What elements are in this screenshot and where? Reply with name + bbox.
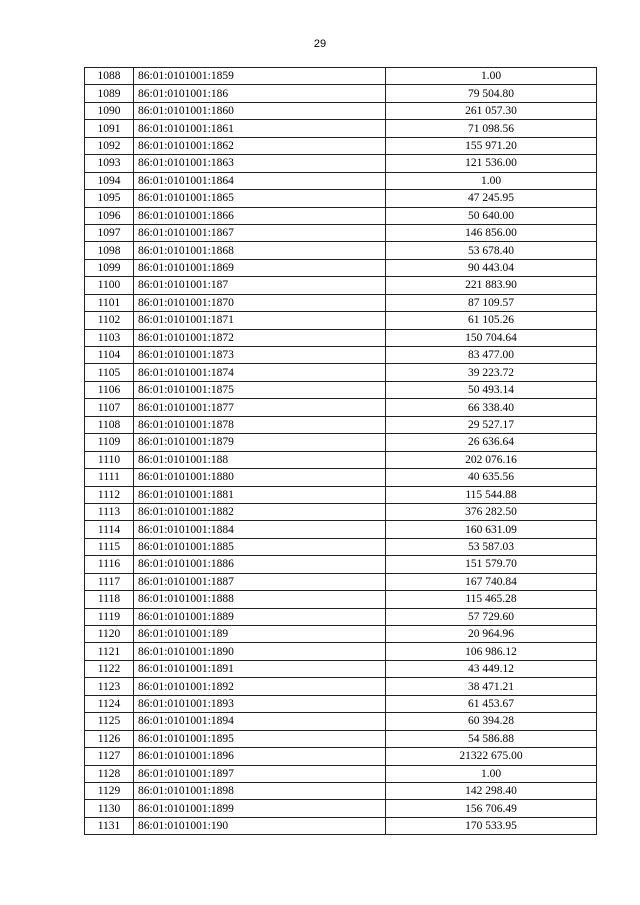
row-number-cell: 1105 bbox=[85, 364, 134, 381]
table-row bbox=[85, 800, 597, 817]
table-row bbox=[85, 713, 597, 730]
value-cell: 61 105.26 bbox=[386, 312, 597, 329]
row-number-cell: 1097 bbox=[85, 224, 134, 241]
cadastral-number-cell: 86:01:0101001:1865 bbox=[134, 190, 386, 207]
cadastral-number-cell: 86:01:0101001:1871 bbox=[134, 312, 386, 329]
value-cell: 66 338.40 bbox=[386, 399, 597, 416]
value-cell: 54 586.88 bbox=[386, 730, 597, 747]
row-number-cell: 1109 bbox=[85, 434, 134, 451]
row-number-cell: 1090 bbox=[85, 102, 134, 119]
row-number-cell: 1131 bbox=[85, 817, 134, 834]
row-number-cell: 1119 bbox=[85, 608, 134, 625]
table-row bbox=[85, 730, 597, 747]
cadastral-number-cell: 86:01:0101001:1882 bbox=[134, 503, 386, 520]
row-number-cell: 1124 bbox=[85, 695, 134, 712]
cadastral-number-cell: 86:01:0101001:1894 bbox=[134, 713, 386, 730]
table-row bbox=[85, 556, 597, 573]
row-number-cell: 1129 bbox=[85, 782, 134, 799]
table-row bbox=[85, 573, 597, 590]
value-cell: 142 298.40 bbox=[386, 782, 597, 799]
cadastral-number-cell: 86:01:0101001:1899 bbox=[134, 800, 386, 817]
cadastral-number-cell: 86:01:0101001:188 bbox=[134, 451, 386, 468]
row-number-cell: 1122 bbox=[85, 660, 134, 677]
row-number-cell: 1130 bbox=[85, 800, 134, 817]
cadastral-number-cell: 86:01:0101001:1895 bbox=[134, 730, 386, 747]
row-number-cell: 1127 bbox=[85, 748, 134, 765]
table-row bbox=[85, 608, 597, 625]
row-number-cell: 1089 bbox=[85, 85, 134, 102]
cadastral-number-cell: 86:01:0101001:1866 bbox=[134, 207, 386, 224]
table-row bbox=[85, 817, 597, 834]
table-row bbox=[85, 626, 597, 643]
cadastral-table bbox=[84, 67, 597, 835]
row-number-cell: 1121 bbox=[85, 643, 134, 660]
value-cell: 50 493.14 bbox=[386, 381, 597, 398]
cadastral-number-cell: 86:01:0101001:187 bbox=[134, 277, 386, 294]
table-row bbox=[85, 416, 597, 433]
row-number-cell: 1099 bbox=[85, 259, 134, 276]
value-cell: 261 057.30 bbox=[386, 102, 597, 119]
row-number-cell: 1125 bbox=[85, 713, 134, 730]
cadastral-number-cell: 86:01:0101001:190 bbox=[134, 817, 386, 834]
table-row bbox=[85, 207, 597, 224]
value-cell: 160 631.09 bbox=[386, 521, 597, 538]
value-cell: 115 544.88 bbox=[386, 486, 597, 503]
table-row bbox=[85, 486, 597, 503]
table-row bbox=[85, 521, 597, 538]
value-cell: 60 394.28 bbox=[386, 713, 597, 730]
row-number-cell: 1103 bbox=[85, 329, 134, 346]
table-row bbox=[85, 678, 597, 695]
table-row bbox=[85, 347, 597, 364]
cadastral-number-cell: 86:01:0101001:1864 bbox=[134, 172, 386, 189]
value-cell: 90 443.04 bbox=[386, 259, 597, 276]
table-row bbox=[85, 748, 597, 765]
table-row bbox=[85, 643, 597, 660]
value-cell: 26 636.64 bbox=[386, 434, 597, 451]
cadastral-number-cell: 86:01:0101001:1880 bbox=[134, 469, 386, 486]
value-cell: 1.00 bbox=[386, 172, 597, 189]
cadastral-number-cell: 86:01:0101001:186 bbox=[134, 85, 386, 102]
value-cell: 155 971.20 bbox=[386, 137, 597, 154]
table-row bbox=[85, 224, 597, 241]
value-cell: 83 477.00 bbox=[386, 347, 597, 364]
value-cell: 50 640.00 bbox=[386, 207, 597, 224]
value-cell: 202 076.16 bbox=[386, 451, 597, 468]
cadastral-number-cell: 86:01:0101001:1863 bbox=[134, 155, 386, 172]
value-cell: 57 729.60 bbox=[386, 608, 597, 625]
table-row bbox=[85, 503, 597, 520]
value-cell: 106 986.12 bbox=[386, 643, 597, 660]
table-row bbox=[85, 120, 597, 137]
table-row bbox=[85, 259, 597, 276]
cadastral-number-cell: 86:01:0101001:1872 bbox=[134, 329, 386, 346]
cadastral-number-cell: 86:01:0101001:1879 bbox=[134, 434, 386, 451]
row-number-cell: 1113 bbox=[85, 503, 134, 520]
value-cell: 53 678.40 bbox=[386, 242, 597, 259]
table-row bbox=[85, 137, 597, 154]
table-row bbox=[85, 155, 597, 172]
cadastral-number-cell: 86:01:0101001:1897 bbox=[134, 765, 386, 782]
value-cell: 121 536.00 bbox=[386, 155, 597, 172]
row-number-cell: 1107 bbox=[85, 399, 134, 416]
row-number-cell: 1116 bbox=[85, 556, 134, 573]
cadastral-number-cell: 86:01:0101001:1893 bbox=[134, 695, 386, 712]
table-row bbox=[85, 381, 597, 398]
value-cell: 29 527.17 bbox=[386, 416, 597, 433]
table-row bbox=[85, 68, 597, 85]
value-cell: 79 504.80 bbox=[386, 85, 597, 102]
cadastral-number-cell: 86:01:0101001:1888 bbox=[134, 591, 386, 608]
row-number-cell: 1123 bbox=[85, 678, 134, 695]
table-row bbox=[85, 469, 597, 486]
row-number-cell: 1114 bbox=[85, 521, 134, 538]
row-number-cell: 1126 bbox=[85, 730, 134, 747]
table-row bbox=[85, 695, 597, 712]
row-number-cell: 1106 bbox=[85, 381, 134, 398]
row-number-cell: 1100 bbox=[85, 277, 134, 294]
cadastral-number-cell: 86:01:0101001:1878 bbox=[134, 416, 386, 433]
table-row bbox=[85, 399, 597, 416]
table-row bbox=[85, 312, 597, 329]
table-row bbox=[85, 102, 597, 119]
value-cell: 20 964.96 bbox=[386, 626, 597, 643]
row-number-cell: 1093 bbox=[85, 155, 134, 172]
table-row bbox=[85, 277, 597, 294]
value-cell: 53 587.03 bbox=[386, 538, 597, 555]
row-number-cell: 1095 bbox=[85, 190, 134, 207]
row-number-cell: 1110 bbox=[85, 451, 134, 468]
row-number-cell: 1092 bbox=[85, 137, 134, 154]
row-number-cell: 1120 bbox=[85, 626, 134, 643]
value-cell: 87 109.57 bbox=[386, 294, 597, 311]
cadastral-number-cell: 86:01:0101001:1889 bbox=[134, 608, 386, 625]
table-row bbox=[85, 172, 597, 189]
cadastral-number-cell: 86:01:0101001:1874 bbox=[134, 364, 386, 381]
cadastral-number-cell: 86:01:0101001:1870 bbox=[134, 294, 386, 311]
row-number-cell: 1094 bbox=[85, 172, 134, 189]
table-row bbox=[85, 434, 597, 451]
value-cell: 1.00 bbox=[386, 68, 597, 85]
row-number-cell: 1088 bbox=[85, 68, 134, 85]
cadastral-number-cell: 86:01:0101001:1884 bbox=[134, 521, 386, 538]
cadastral-number-cell: 86:01:0101001:1877 bbox=[134, 399, 386, 416]
value-cell: 150 704.64 bbox=[386, 329, 597, 346]
row-number-cell: 1128 bbox=[85, 765, 134, 782]
row-number-cell: 1117 bbox=[85, 573, 134, 590]
cadastral-number-cell: 86:01:0101001:1869 bbox=[134, 259, 386, 276]
value-cell: 151 579.70 bbox=[386, 556, 597, 573]
table-row bbox=[85, 85, 597, 102]
value-cell: 1.00 bbox=[386, 765, 597, 782]
value-cell: 40 635.56 bbox=[386, 469, 597, 486]
cadastral-number-cell: 86:01:0101001:1881 bbox=[134, 486, 386, 503]
row-number-cell: 1112 bbox=[85, 486, 134, 503]
cadastral-number-cell: 86:01:0101001:1892 bbox=[134, 678, 386, 695]
row-number-cell: 1104 bbox=[85, 347, 134, 364]
row-number-cell: 1115 bbox=[85, 538, 134, 555]
value-cell: 39 223.72 bbox=[386, 364, 597, 381]
value-cell: 21322 675.00 bbox=[386, 748, 597, 765]
row-number-cell: 1096 bbox=[85, 207, 134, 224]
table-row bbox=[85, 364, 597, 381]
value-cell: 167 740.84 bbox=[386, 573, 597, 590]
value-cell: 61 453.67 bbox=[386, 695, 597, 712]
cadastral-number-cell: 86:01:0101001:1885 bbox=[134, 538, 386, 555]
cadastral-number-cell: 86:01:0101001:1867 bbox=[134, 224, 386, 241]
table-row bbox=[85, 660, 597, 677]
value-cell: 115 465.28 bbox=[386, 591, 597, 608]
row-number-cell: 1098 bbox=[85, 242, 134, 259]
row-number-cell: 1101 bbox=[85, 294, 134, 311]
value-cell: 47 245.95 bbox=[386, 190, 597, 207]
table-row bbox=[85, 765, 597, 782]
value-cell: 221 883.90 bbox=[386, 277, 597, 294]
cadastral-number-cell: 86:01:0101001:1898 bbox=[134, 782, 386, 799]
table-row bbox=[85, 294, 597, 311]
table-row bbox=[85, 451, 597, 468]
cadastral-number-cell: 86:01:0101001:1890 bbox=[134, 643, 386, 660]
table-row bbox=[85, 591, 597, 608]
value-cell: 156 706.49 bbox=[386, 800, 597, 817]
table-row bbox=[85, 329, 597, 346]
cadastral-number-cell: 86:01:0101001:1886 bbox=[134, 556, 386, 573]
table-row bbox=[85, 782, 597, 799]
value-cell: 43 449.12 bbox=[386, 660, 597, 677]
value-cell: 376 282.50 bbox=[386, 503, 597, 520]
cadastral-number-cell: 86:01:0101001:1891 bbox=[134, 660, 386, 677]
cadastral-number-cell: 86:01:0101001:1861 bbox=[134, 120, 386, 137]
row-number-cell: 1102 bbox=[85, 312, 134, 329]
table-row bbox=[85, 190, 597, 207]
cadastral-number-cell: 86:01:0101001:1859 bbox=[134, 68, 386, 85]
cadastral-number-cell: 86:01:0101001:1887 bbox=[134, 573, 386, 590]
cadastral-number-cell: 86:01:0101001:1875 bbox=[134, 381, 386, 398]
row-number-cell: 1108 bbox=[85, 416, 134, 433]
cadastral-number-cell: 86:01:0101001:1862 bbox=[134, 137, 386, 154]
row-number-cell: 1091 bbox=[85, 120, 134, 137]
cadastral-number-cell: 86:01:0101001:1873 bbox=[134, 347, 386, 364]
cadastral-number-cell: 86:01:0101001:1868 bbox=[134, 242, 386, 259]
cadastral-number-cell: 86:01:0101001:1896 bbox=[134, 748, 386, 765]
cadastral-number-cell: 86:01:0101001:1860 bbox=[134, 102, 386, 119]
row-number-cell: 1118 bbox=[85, 591, 134, 608]
cadastral-number-cell: 86:01:0101001:189 bbox=[134, 626, 386, 643]
table-row bbox=[85, 538, 597, 555]
value-cell: 170 533.95 bbox=[386, 817, 597, 834]
table-body bbox=[85, 68, 597, 835]
table-row bbox=[85, 242, 597, 259]
value-cell: 146 856.00 bbox=[386, 224, 597, 241]
value-cell: 71 098.56 bbox=[386, 120, 597, 137]
page-number: 29 bbox=[313, 38, 327, 50]
value-cell: 38 471.21 bbox=[386, 678, 597, 695]
row-number-cell: 1111 bbox=[85, 469, 134, 486]
